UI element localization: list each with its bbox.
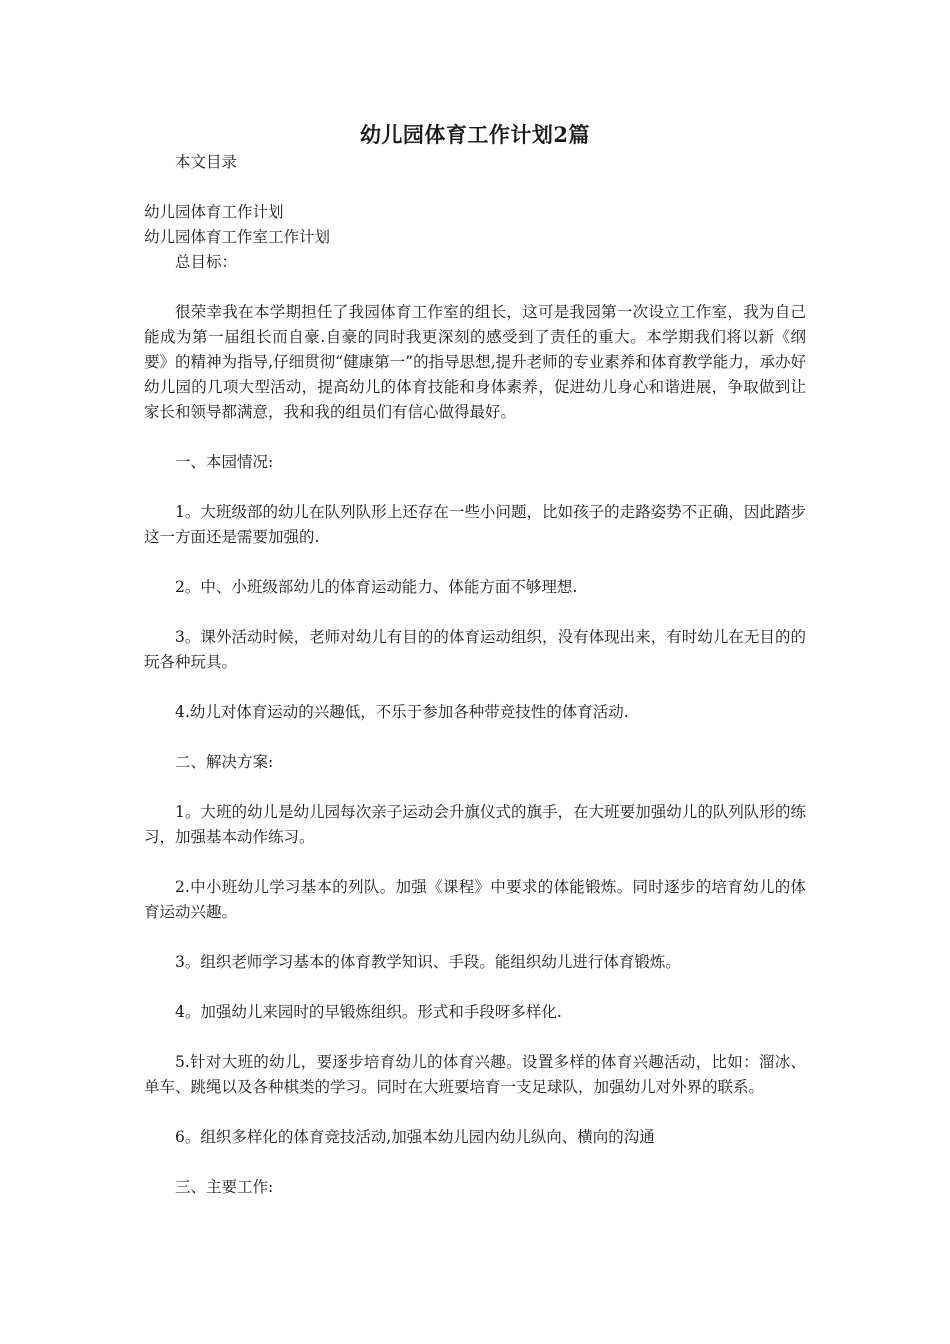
spacer — [144, 175, 806, 200]
list-item: 3。组织老师学习基本的体育教学知识、手段。能组织幼儿进行体育锻炼。 — [175, 953, 681, 971]
spacer — [144, 1100, 806, 1125]
spacer — [144, 1150, 806, 1175]
section-heading: 一、本园情况: — [175, 453, 274, 471]
list-item: 1。大班级部的幼儿在队列队形上还存在一些小问题，比如孩子的走路姿势不正确，因此踏步这一方面还是需要加强的. — [144, 503, 806, 546]
spacer — [144, 550, 806, 575]
list-item: 4.幼儿对体育运动的兴趣低，不乐于参加各种带竞技性的体育活动. — [175, 703, 629, 721]
spacer — [144, 975, 806, 1000]
document-title: 幼儿园体育工作计划2篇 — [359, 122, 591, 147]
spacer — [144, 275, 806, 300]
list-item: 2.中小班幼儿学习基本的列队。加强《课程》中要求的体能锻炼。同时逐步的培育幼儿的体育运动兴趣。 — [144, 878, 806, 921]
list-item: 4。加强幼儿来园时的早锻炼组织。形式和手段呀多样化. — [175, 1003, 562, 1021]
list-item: 2。中、小班级部幼儿的体育运动能力、体能方面不够理想. — [175, 578, 578, 596]
toc-heading: 本文目录 — [175, 153, 238, 171]
list-item: 1。大班的幼儿是幼儿园每次亲子运动会升旗仪式的旗手，在大班要加强幼儿的队列队形的练习，加强基本动作练习。 — [144, 803, 806, 846]
spacer — [144, 675, 806, 700]
spacer — [144, 850, 806, 875]
spacer — [144, 725, 806, 750]
spacer — [144, 425, 806, 450]
document-page — [144, 120, 806, 1200]
list-item: 6。组织多样化的体育竞技活动,加强本幼儿园内幼儿纵向、横向的沟通 — [175, 1128, 655, 1146]
spacer — [144, 775, 806, 800]
list-item: 5.针对大班的幼儿，要逐步培育幼儿的体育兴趣。设置多样的体育兴趣活动，比如：溜冰、单车、跳绳以及各种棋类的学习。同时在大班要培育一支足球队，加强幼儿对外界的联系。 — [144, 1053, 806, 1096]
intro-paragraph: 很荣幸我在本学期担任了我园体育工作室的组长，这可是我园第一次设立工作室，我为自己能成为第一届组长而自豪.自豪的同时我更深刻的感受到了责任的重大。本学期我们将以新《纲要》的精神为指导,仔细贯彻“健康第一”的指导思想,提升老师的专业素养和体育教学能力，承办好幼儿园的几项大型活动，提高幼儿的体育技能和身体素养，促进幼儿身心和谐进展，争取做到让家长和领导都满意，我和我的组员们有信心做得最好。 — [144, 303, 806, 421]
section-heading: 三、主要工作: — [175, 1178, 274, 1196]
spacer — [144, 1025, 806, 1050]
spacer — [144, 475, 806, 500]
section-heading: 二、解决方案: — [175, 753, 274, 771]
goal-heading: 总目标： — [175, 253, 238, 271]
spacer — [144, 925, 806, 950]
toc-item[interactable]: 幼儿园体育工作计划 — [144, 203, 284, 221]
spacer — [144, 600, 806, 625]
list-item: 3。课外活动时候，老师对幼儿有目的的体育运动组织，没有体现出来，有时幼儿在无目的的玩各种玩具。 — [144, 628, 806, 671]
toc-item[interactable]: 幼儿园体育工作室工作计划 — [144, 228, 331, 246]
